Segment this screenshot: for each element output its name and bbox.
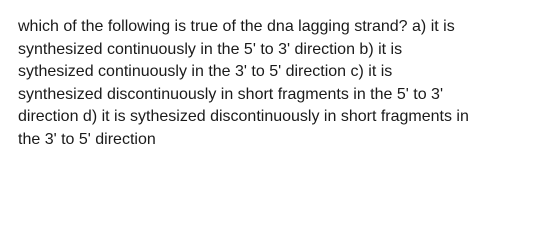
question-line: which of the following is true of the dna lagging strand? a) it is	[18, 18, 455, 35]
question-line: sythesized continuously in the 3' to 5' direction c) it is	[18, 63, 393, 81]
question-text	[18, 16, 548, 152]
question-line: the 3' to 5' direction	[18, 130, 156, 148]
question-line: synthesized continuously in the 5' to 3' direction b) it is	[18, 40, 403, 58]
question-line: synthesized discontinuously in short fragments in the 5' to 3'	[18, 85, 444, 103]
question-line: direction d) it is sythesized discontinuously in short fragments in	[18, 108, 469, 126]
